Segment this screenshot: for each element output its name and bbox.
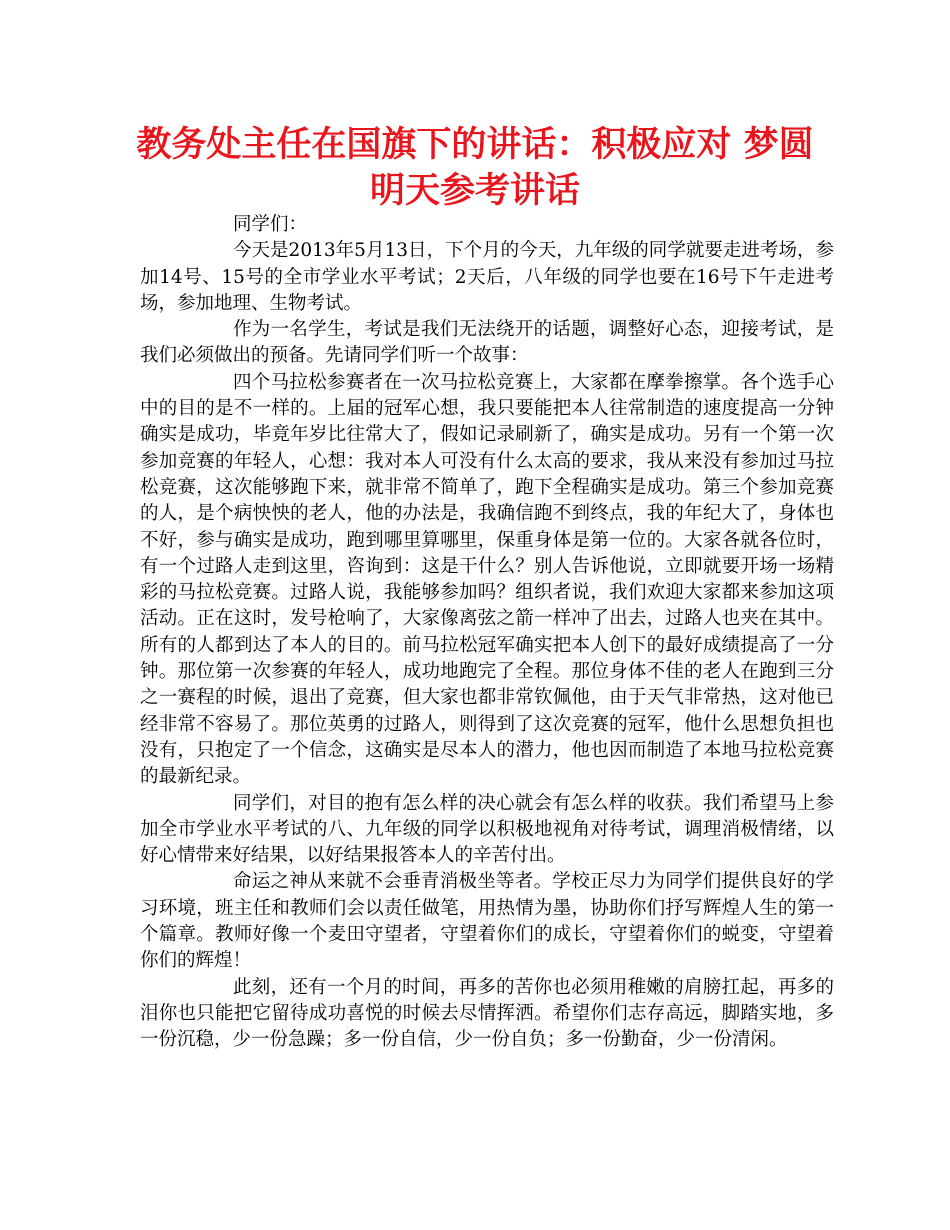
document-body — [140, 212, 834, 1054]
paragraph-fate: 命运之神从来就不会垂青消极坐等者。学校正尽力为同学们提供良好的学习环境，班主任和教师们会以责任做笔，用热情为墨，协助你们抒写辉煌人生的第一个篇章。教师好像一个麦田守望者，守望着你们的成长，守望着你们的蜕变，守望着你们的辉煌！ — [140, 871, 834, 972]
paragraph-attitude: 作为一名学生，考试是我们无法绕开的话题，调整好心态，迎接考试，是我们必须做出的预备。先请同学们听一个故事： — [140, 319, 834, 367]
salutation: 同学们： — [233, 214, 308, 235]
paragraph-marathon-story: 四个马拉松参赛者在一次马拉松竞赛上，大家都在摩拳擦掌。各个选手心中的目的是不一样的。上届的冠军心想，我只要能把本人往常制造的速度提高一分钟确实是成功，毕竟年岁比往常大了，假如记录刷新了，确实是成功。另有一个第一次参加竞赛的年轻人，心想：我对本人可没有什么太高的要求，我从来没有参加过马拉松竞赛，这次能够跑下来，就非常不简单了，跑下全程确实是成功。第三个参加竞赛的人，是个病怏怏的老人，他的办法是，我确信跑不到终点，我的年纪大了，身体也不好，参与确实是成功，跑到哪里算哪里，保重身体是第一位的。大家各就各位时，有一个过路人走到这里，咨询到：这是干什么？别人告诉他说，立即就要开场一场精彩的马拉松竞赛。过路人说，我能够参加吗？组织者说，我们欢迎大家都来参加这项活动。正在这时，发号枪响了，大家像离弦之箭一样冲了出去，过路人也夹在其中。所有的人都到达了本人的目的。前马拉松冠军确实把本人创下的最好成绩提高了一分钟。那位第一次参赛的年轻人，成功地跑完了全程。那位身体不佳的老人在跑到三分之一赛程的时候，退出了竞赛，但大家也都非常钦佩他，由于天气非常热，这对他已经非常不容易了。那位英勇的过路人，则得到了这次竞赛的冠军，他什么思想负担也没有，只抱定了一个信念，这确实是尽本人的潜力，他也因而制造了本地马拉松竞赛的最新纪录。 — [140, 371, 834, 788]
paragraph-determination: 同学们，对目的抱有怎么样的决心就会有怎么样的收获。我们希望马上参加全市学业水平考试的八、九年级的同学以积极地视角对待考试，调理消极情绪，以好心情带来好结果，以好结果报答本人的辛苦付出。 — [140, 792, 834, 867]
paragraph-closing: 此刻，还有一个月的时间，再多的苦你也必须用稚嫩的肩膀扛起，再多的泪你也只能把它留待成功喜悦的时候去尽情挥洒。希望你们志存高远，脚踏实地，多一份沉稳，少一份急躁；多一份自信，少一份自负；多一份勤奋，少一份清闲。 — [140, 976, 834, 1051]
paragraph-exam-date: 今天是2013年5月13日，下个月的今天，九年级的同学就要走进考场，参加14号、15号的全市学业水平考试；2天后，八年级的同学也要在16号下午走进考场，参加地理、生物考试。 — [140, 240, 834, 314]
document-title: 教务处主任在国旗下的讲话：积极应对 梦圆明天参考讲话 — [136, 125, 814, 211]
